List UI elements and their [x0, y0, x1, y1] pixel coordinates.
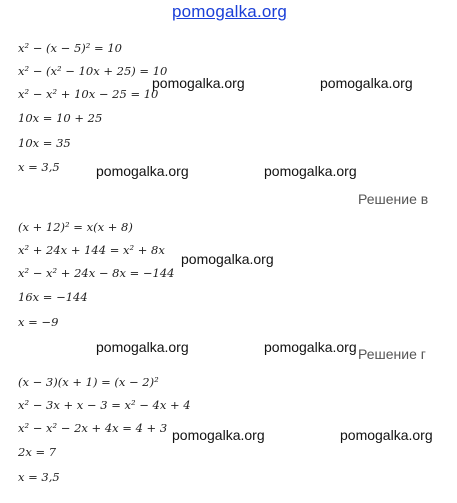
site-title-link[interactable]: pomogalka.org	[172, 2, 288, 21]
equation-line: 2x = 7	[18, 445, 57, 459]
watermark-text: pomogalka.org	[96, 163, 189, 179]
equation-line: x = −9	[18, 315, 59, 329]
solution-v-heading: Решение в	[358, 191, 429, 207]
equation-line: (x − 3)(x + 1) = (x − 2)²	[18, 375, 159, 389]
equation-line: x = 3,5	[18, 470, 60, 484]
watermark-text: pomogalka.org	[264, 163, 357, 179]
equation-line: 10x = 35	[18, 136, 71, 150]
equation-line: x² − (x − 5)² = 10	[18, 41, 122, 55]
watermark-text: pomogalka.org	[340, 427, 433, 443]
watermark-text: pomogalka.org	[96, 339, 189, 355]
equation-line: x² − x² + 10x − 25 = 10	[18, 87, 159, 101]
watermark-text: pomogalka.org	[181, 251, 274, 267]
watermark-text: pomogalka.org	[152, 75, 245, 91]
equation-line: (x + 12)² = x(x + 8)	[18, 220, 133, 234]
equation-line: x² − (x² − 10x + 25) = 10	[18, 64, 168, 78]
equation-line: x² + 24x + 144 = x² + 8x	[18, 243, 165, 257]
watermark-text: pomogalka.org	[320, 75, 413, 91]
watermark-text: pomogalka.org	[264, 339, 357, 355]
equation-line: 16x = −144	[18, 290, 88, 304]
equation-line: x² − x² − 2x + 4x = 4 + 3	[18, 421, 168, 435]
equation-line: x = 3,5	[18, 160, 60, 174]
equation-line: x² − 3x + x − 3 = x² − 4x + 4	[18, 398, 191, 412]
equation-line: 10x = 10 + 25	[18, 111, 103, 125]
solution-g-heading: Решение г	[358, 346, 426, 362]
equation-line: x² − x² + 24x − 8x = −144	[18, 266, 175, 280]
watermark-text: pomogalka.org	[172, 427, 265, 443]
